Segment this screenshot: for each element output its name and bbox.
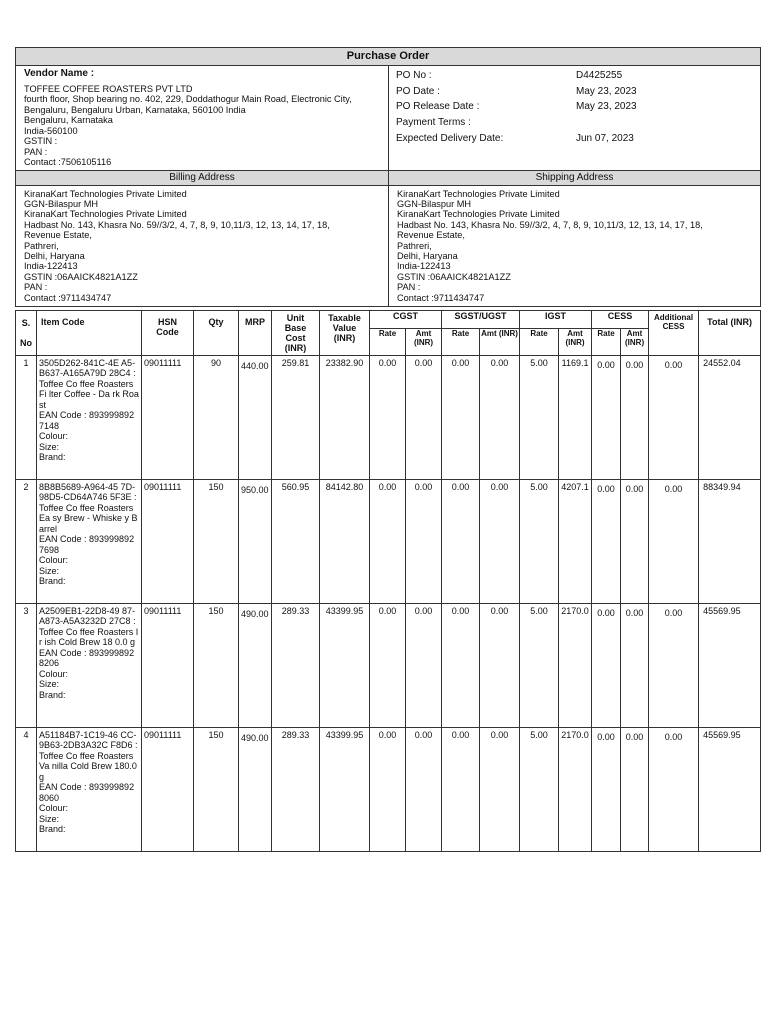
vendor-line: PAN : (24, 146, 48, 157)
item-ean: EAN Code : 8939998928206 (39, 647, 135, 669)
shipping-line: Revenue Estate, (397, 230, 465, 241)
col-sgst: SGST/UGST (442, 310, 520, 328)
payment-terms-row (396, 115, 753, 131)
row-hsn: 09011111 (142, 355, 194, 479)
shipping-line: GSTIN :06AAICK4821A1ZZ (397, 271, 511, 282)
row-item-code (37, 727, 142, 851)
row-cgst-rate: 0.00 (370, 727, 406, 851)
row-sgst-rate: 0.00 (442, 603, 480, 727)
col-item-code: Item Code (37, 310, 142, 355)
col-taxable-value: Taxable Value (INR) (320, 310, 370, 355)
vendor-line: Bengaluru, Bengaluru Urban, Karnataka, 560100 India (24, 104, 246, 115)
col-sno: S. No (16, 310, 37, 355)
po-no-row (396, 68, 753, 84)
item-size: Size: (39, 813, 60, 824)
payment-terms-label: Payment Terms : (396, 117, 471, 129)
row-cess-rate: 0.00 (592, 479, 621, 603)
po-info-block (389, 66, 761, 171)
sgst-rate-header: Rate (442, 328, 480, 355)
row-igst-amt: 2170.0 (559, 603, 592, 727)
row-igst-amt: 1169.1 (559, 355, 592, 479)
row-unit-base-cost: 560.95 (272, 479, 320, 603)
row-cess-amt: 0.00 (621, 479, 649, 603)
row-cgst-rate: 0.00 (370, 479, 406, 603)
table-row (16, 355, 761, 479)
shipping-line: Hadbast No. 143, Khasra No. 59//3/2, 4, 7, 8, 9, 10,11/3, 12, 13, 14, 17, 18, (397, 219, 703, 230)
table-row (16, 727, 761, 851)
vendor-line: TOFFEE COFFEE ROASTERS PVT LTD (24, 83, 193, 94)
billing-line: GGN-Bilaspur MH (24, 198, 99, 209)
delivery-date-label: Expected Delivery Date: (396, 132, 504, 144)
row-additional-cess: 0.00 (649, 479, 699, 603)
po-header-table (15, 47, 761, 307)
table-row (16, 603, 761, 727)
row-igst-rate: 5.00 (520, 727, 559, 851)
item-description: A51184B7-1C19-46 CC-9B63-2DB3A32C F8D6 : Toffee Co ffee Roasters Va nilla Cold Brew 180.0 g (39, 729, 138, 782)
vendor-heading: Vendor Name : (24, 68, 95, 79)
row-cess-amt: 0.00 (621, 727, 649, 851)
row-sgst-amt: 0.00 (480, 355, 520, 479)
row-cess-amt: 0.00 (621, 603, 649, 727)
col-total: Total (INR) (699, 310, 761, 355)
row-igst-amt: 4207.1 (559, 479, 592, 603)
row-mrp: 490.00 (239, 727, 272, 851)
vendor-line: Contact :7506105116 (24, 157, 112, 167)
row-sgst-amt: 0.00 (480, 479, 520, 603)
cgst-rate-header: Rate (370, 328, 406, 355)
purchase-order (15, 47, 760, 852)
item-size: Size: (39, 441, 60, 452)
shipping-line: PAN : (397, 282, 421, 293)
row-taxable-value: 23382.90 (320, 355, 370, 479)
row-cgst-amt: 0.00 (406, 355, 442, 479)
row-total: 45569.95 (699, 727, 761, 851)
row-qty: 90 (194, 355, 239, 479)
po-date-row (396, 84, 753, 100)
vendor-line: India-560100 (24, 125, 78, 136)
row-cgst-rate: 0.00 (370, 603, 406, 727)
shipping-line: KiranaKart Technologies Private Limited (397, 188, 560, 199)
row-hsn: 09011111 (142, 727, 194, 851)
billing-line: KiranaKart Technologies Private Limited (24, 209, 187, 220)
row-igst-rate: 5.00 (520, 479, 559, 603)
shipping-line: Contact :9711434747 (397, 292, 485, 303)
billing-line: KiranaKart Technologies Private Limited (24, 188, 187, 199)
row-qty: 150 (194, 727, 239, 851)
row-cgst-amt: 0.00 (406, 727, 442, 851)
row-mrp: 490.00 (239, 603, 272, 727)
row-total: 24552.04 (699, 355, 761, 479)
po-release-value: May 23, 2023 (576, 101, 637, 113)
row-sno: 1 (16, 355, 37, 479)
billing-address-heading: Billing Address (16, 170, 389, 185)
item-colour: Colour: (39, 555, 69, 566)
shipping-line: KiranaKart Technologies Private Limited (397, 209, 560, 220)
row-cgst-amt: 0.00 (406, 479, 442, 603)
row-sgst-rate: 0.00 (442, 479, 480, 603)
billing-line: Hadbast No. 143, Khasra No. 59//3/2, 4, 7, 8, 9, 10,11/3, 12, 13, 14, 17, 18, (24, 219, 330, 230)
po-release-row (396, 99, 753, 115)
row-item-code (37, 479, 142, 603)
item-size: Size: (39, 679, 60, 690)
row-additional-cess: 0.00 (649, 603, 699, 727)
cess-amt-header: Amt (INR) (621, 328, 649, 355)
po-date-label: PO Date : (396, 85, 440, 97)
po-no-label: PO No : (396, 70, 432, 81)
shipping-line: GGN-Bilaspur MH (397, 198, 472, 209)
row-additional-cess: 0.00 (649, 727, 699, 851)
billing-line: Contact :9711434747 (24, 292, 112, 303)
line-items-table (15, 310, 761, 852)
item-colour: Colour: (39, 803, 69, 814)
item-brand: Brand: (39, 824, 66, 835)
row-cgst-rate: 0.00 (370, 355, 406, 479)
vendor-line: fourth floor, Shop bearing no. 402, 229, Doddathogur Main Road, Electronic City, (24, 94, 352, 104)
col-unit-base-cost: Unit Base Cost (INR) (272, 310, 320, 355)
vendor-line: GSTIN : (24, 136, 58, 146)
row-total: 88349.94 (699, 479, 761, 603)
row-igst-rate: 5.00 (520, 355, 559, 479)
po-no-value: D4425255 (576, 70, 623, 81)
col-cess: CESS (592, 310, 649, 328)
sgst-amt-header: Amt (INR) (480, 328, 520, 355)
item-size: Size: (39, 565, 60, 576)
row-cess-rate: 0.00 (592, 355, 621, 479)
col-mrp: MRP (239, 310, 272, 355)
billing-line: Pathreri, (24, 240, 59, 251)
row-sno: 4 (16, 727, 37, 851)
cgst-amt-header: Amt (INR) (406, 328, 442, 355)
row-item-code (37, 603, 142, 727)
delivery-date-value: Jun 07, 2023 (576, 132, 634, 144)
shipping-address (389, 185, 761, 306)
row-hsn: 09011111 (142, 603, 194, 727)
row-sgst-amt: 0.00 (480, 727, 520, 851)
item-brand: Brand: (39, 452, 66, 463)
billing-line: Revenue Estate, (24, 230, 92, 241)
billing-line: PAN : (24, 282, 48, 293)
row-cgst-amt: 0.00 (406, 603, 442, 727)
po-release-label: PO Release Date : (396, 101, 480, 113)
item-description: 8B8B5689-A964-45 7D-98D5-CD64A746 5F3E : Toffee Co ffee Roasters Ea sy Brew - Whiske y Barrel (39, 481, 138, 534)
row-additional-cess: 0.00 (649, 355, 699, 479)
row-qty: 150 (194, 479, 239, 603)
row-item-code (37, 355, 142, 479)
cess-rate-header: Rate (592, 328, 621, 355)
item-colour: Colour: (39, 668, 69, 679)
col-igst: IGST (520, 310, 592, 328)
billing-line: Delhi, Haryana (24, 250, 85, 261)
item-ean: EAN Code : 8939998927148 (39, 410, 135, 431)
row-taxable-value: 84142.80 (320, 479, 370, 603)
row-cess-rate: 0.00 (592, 727, 621, 851)
item-brand: Brand: (39, 689, 66, 700)
billing-line: India-122413 (24, 261, 78, 272)
row-qty: 150 (194, 603, 239, 727)
shipping-address-heading: Shipping Address (389, 170, 761, 185)
billing-address (16, 185, 389, 306)
vendor-line: Bengaluru, Karnataka (24, 115, 113, 125)
item-colour: Colour: (39, 431, 69, 442)
row-mrp: 440.00 (239, 355, 272, 479)
row-taxable-value: 43399.95 (320, 727, 370, 851)
shipping-line: Delhi, Haryana (397, 250, 458, 261)
row-cess-amt: 0.00 (621, 355, 649, 479)
billing-line: GSTIN :06AAICK4821A1ZZ (24, 271, 138, 282)
igst-amt-header: Amt (INR) (559, 328, 592, 355)
table-row (16, 479, 761, 603)
row-total: 45569.95 (699, 603, 761, 727)
row-unit-base-cost: 289.33 (272, 603, 320, 727)
col-qty: Qty (194, 310, 239, 355)
row-unit-base-cost: 289.33 (272, 727, 320, 851)
row-sno: 3 (16, 603, 37, 727)
row-sgst-amt: 0.00 (480, 603, 520, 727)
row-mrp: 950.00 (239, 479, 272, 603)
row-taxable-value: 43399.95 (320, 603, 370, 727)
igst-rate-header: Rate (520, 328, 559, 355)
row-unit-base-cost: 259.81 (272, 355, 320, 479)
row-sno: 2 (16, 479, 37, 603)
po-date-value: May 23, 2023 (576, 85, 637, 97)
item-description: 3505D262-841C-4E A5-B637-A165A79D 28C4 : Toffee Co ffee Roasters Fi lter Coffee - Da rk Roast (39, 357, 139, 410)
item-ean: EAN Code : 8939998928060 (39, 782, 135, 803)
row-igst-amt: 2170.0 (559, 727, 592, 851)
item-brand: Brand: (39, 576, 66, 587)
row-sgst-rate: 0.00 (442, 727, 480, 851)
table-header-row (16, 310, 761, 328)
shipping-line: Pathreri, (397, 240, 432, 251)
item-description: A2509EB1-22D8-49 87-A873-A5A3232D 27C8 : Toffee Co ffee Roasters Ir ish Cold Brew 18 0.0 g (39, 605, 139, 648)
vendor-block (16, 66, 389, 171)
row-cess-rate: 0.00 (592, 603, 621, 727)
col-hsn: HSN Code (142, 310, 194, 355)
col-cgst: CGST (370, 310, 442, 328)
shipping-line: India-122413 (397, 261, 451, 272)
delivery-date-row (396, 131, 753, 147)
row-igst-rate: 5.00 (520, 603, 559, 727)
row-sgst-rate: 0.00 (442, 355, 480, 479)
item-ean: EAN Code : 8939998927698 (39, 534, 135, 555)
page-title: Purchase Order (16, 48, 761, 66)
row-hsn: 09011111 (142, 479, 194, 603)
col-additional-cess: Additional CESS (649, 310, 699, 355)
